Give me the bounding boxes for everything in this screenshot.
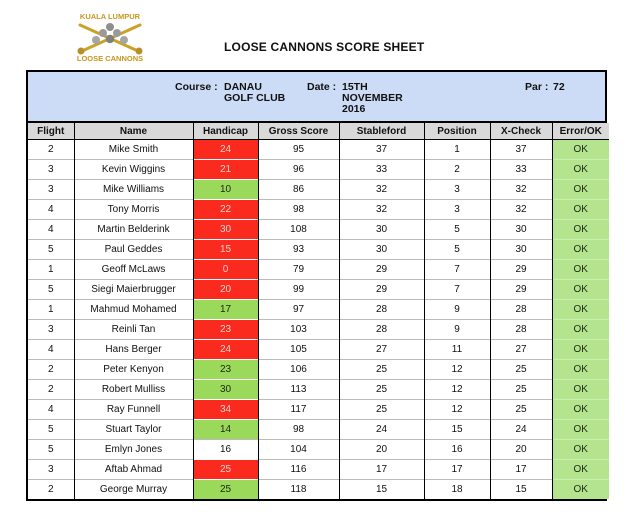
cell-flight: 4	[28, 200, 74, 220]
cell-flight: 5	[28, 240, 74, 260]
table-row	[28, 180, 609, 200]
date-value-line: NOVEMBER	[342, 92, 403, 104]
cell-stableford: 15	[339, 480, 424, 500]
cell-stableford: 32	[339, 180, 424, 200]
table-row	[28, 280, 609, 300]
cell-status: OK	[552, 320, 609, 340]
cell-stableford: 25	[339, 400, 424, 420]
cell-handicap: 16	[193, 440, 258, 460]
cell-status: OK	[552, 300, 609, 320]
cell-stableford: 29	[339, 260, 424, 280]
cell-handicap: 17	[193, 300, 258, 320]
cell-status: OK	[552, 420, 609, 440]
cell-flight: 3	[28, 180, 74, 200]
cell-status: OK	[552, 460, 609, 480]
table-row	[28, 140, 609, 160]
cell-name: Hans Berger	[74, 340, 193, 360]
cell-name: Robert Mulliss	[74, 380, 193, 400]
cell-x-check: 33	[490, 160, 552, 180]
logo-top-text: KUALA LUMPUR	[79, 12, 141, 21]
cell-handicap: 25	[193, 480, 258, 500]
cell-gross-score: 105	[258, 340, 339, 360]
logo-bottom-text: LOOSE CANNONS	[76, 54, 144, 63]
cell-position: 15	[424, 420, 490, 440]
cell-gross-score: 95	[258, 140, 339, 160]
cell-stableford: 29	[339, 280, 424, 300]
cell-flight: 5	[28, 280, 74, 300]
cell-name: Aftab Ahmad	[74, 460, 193, 480]
cell-position: 12	[424, 360, 490, 380]
score-sheet	[26, 70, 607, 501]
par-label: Par :	[525, 81, 549, 93]
cell-handicap: 0	[193, 260, 258, 280]
table-row	[28, 380, 609, 400]
cell-status: OK	[552, 400, 609, 420]
cell-name: Peter Kenyon	[74, 360, 193, 380]
cell-flight: 4	[28, 220, 74, 240]
cell-flight: 5	[28, 440, 74, 460]
cell-gross-score: 99	[258, 280, 339, 300]
cell-gross-score: 93	[258, 240, 339, 260]
cell-handicap: 14	[193, 420, 258, 440]
cell-flight: 2	[28, 380, 74, 400]
cell-handicap: 10	[193, 180, 258, 200]
col-header-handicap: Handicap	[193, 123, 258, 140]
table-row	[28, 320, 609, 340]
col-header-gross-score: Gross Score	[258, 123, 339, 140]
cell-name: Ray Funnell	[74, 400, 193, 420]
col-header-x-check: X-Check	[490, 123, 552, 140]
cell-gross-score: 118	[258, 480, 339, 500]
cell-x-check: 32	[490, 180, 552, 200]
cell-x-check: 15	[490, 480, 552, 500]
cell-status: OK	[552, 340, 609, 360]
cell-handicap: 20	[193, 280, 258, 300]
cell-gross-score: 98	[258, 200, 339, 220]
cell-flight: 2	[28, 480, 74, 500]
cell-handicap: 25	[193, 460, 258, 480]
cell-flight: 3	[28, 160, 74, 180]
cell-name: Reinli Tan	[74, 320, 193, 340]
cell-position: 7	[424, 280, 490, 300]
cell-status: OK	[552, 260, 609, 280]
cell-position: 18	[424, 480, 490, 500]
cell-status: OK	[552, 200, 609, 220]
cell-gross-score: 103	[258, 320, 339, 340]
cell-handicap: 24	[193, 140, 258, 160]
cell-position: 3	[424, 180, 490, 200]
cell-x-check: 27	[490, 340, 552, 360]
cell-status: OK	[552, 160, 609, 180]
cell-name: Martin Belderink	[74, 220, 193, 240]
cell-status: OK	[552, 360, 609, 380]
cell-name: Mike Smith	[74, 140, 193, 160]
cell-status: OK	[552, 240, 609, 260]
cell-position: 11	[424, 340, 490, 360]
cell-x-check: 20	[490, 440, 552, 460]
course-value	[224, 82, 285, 104]
cell-position: 2	[424, 160, 490, 180]
cell-gross-score: 106	[258, 360, 339, 380]
cell-position: 1	[424, 140, 490, 160]
header-row	[28, 123, 609, 140]
cell-x-check: 17	[490, 460, 552, 480]
score-rows	[28, 140, 609, 500]
cell-x-check: 25	[490, 380, 552, 400]
par-value: 72	[553, 81, 565, 93]
table-row	[28, 440, 609, 460]
cell-position: 12	[424, 400, 490, 420]
cell-gross-score: 97	[258, 300, 339, 320]
cell-flight: 2	[28, 140, 74, 160]
table-row	[28, 200, 609, 220]
cell-name: Stuart Taylor	[74, 420, 193, 440]
cell-status: OK	[552, 140, 609, 160]
cell-name: Mike Williams	[74, 180, 193, 200]
cell-status: OK	[552, 380, 609, 400]
cell-stableford: 24	[339, 420, 424, 440]
cell-x-check: 28	[490, 300, 552, 320]
cell-status: OK	[552, 280, 609, 300]
col-header-status: Error/OK	[552, 123, 609, 140]
cell-x-check: 29	[490, 260, 552, 280]
table-row	[28, 160, 609, 180]
cell-status: OK	[552, 440, 609, 460]
col-header-position: Position	[424, 123, 490, 140]
cell-position: 9	[424, 320, 490, 340]
cell-handicap: 24	[193, 340, 258, 360]
cell-status: OK	[552, 480, 609, 500]
cell-gross-score: 79	[258, 260, 339, 280]
cell-gross-score: 104	[258, 440, 339, 460]
cell-handicap: 23	[193, 320, 258, 340]
cell-x-check: 24	[490, 420, 552, 440]
table-row	[28, 460, 609, 480]
cell-handicap: 34	[193, 400, 258, 420]
cell-status: OK	[552, 220, 609, 240]
cell-name: George Murray	[74, 480, 193, 500]
cell-handicap: 23	[193, 360, 258, 380]
table-row	[28, 420, 609, 440]
cell-flight: 4	[28, 340, 74, 360]
cell-stableford: 30	[339, 220, 424, 240]
cell-name: Siegi Maierbrugger	[74, 280, 193, 300]
cell-name: Kevin Wiggins	[74, 160, 193, 180]
cell-handicap: 15	[193, 240, 258, 260]
cell-position: 5	[424, 220, 490, 240]
cell-position: 17	[424, 460, 490, 480]
cell-name: Tony Morris	[74, 200, 193, 220]
cell-gross-score: 108	[258, 220, 339, 240]
cell-x-check: 32	[490, 200, 552, 220]
cell-stableford: 37	[339, 140, 424, 160]
table-row	[28, 220, 609, 240]
cell-x-check: 25	[490, 400, 552, 420]
cell-position: 9	[424, 300, 490, 320]
cell-stableford: 33	[339, 160, 424, 180]
cell-flight: 2	[28, 360, 74, 380]
cell-gross-score: 96	[258, 160, 339, 180]
page-title: LOOSE CANNONS SCORE SHEET	[224, 40, 425, 54]
cell-gross-score: 117	[258, 400, 339, 420]
cell-gross-score: 113	[258, 380, 339, 400]
cell-status: OK	[552, 180, 609, 200]
cell-handicap: 21	[193, 160, 258, 180]
table-row	[28, 240, 609, 260]
cell-gross-score: 116	[258, 460, 339, 480]
col-header-flight: Flight	[28, 123, 74, 140]
score-table	[28, 123, 609, 499]
cell-x-check: 37	[490, 140, 552, 160]
cell-handicap: 22	[193, 200, 258, 220]
cell-flight: 5	[28, 420, 74, 440]
cell-x-check: 25	[490, 360, 552, 380]
course-value-line: GOLF CLUB	[224, 92, 286, 104]
cell-stableford: 27	[339, 340, 424, 360]
cell-name: Mahmud Mohamed	[74, 300, 193, 320]
cell-stableford: 20	[339, 440, 424, 460]
table-row	[28, 300, 609, 320]
cell-name: Geoff McLaws	[74, 260, 193, 280]
date-value	[342, 82, 403, 115]
cell-name: Emlyn Jones	[74, 440, 193, 460]
cell-position: 5	[424, 240, 490, 260]
cell-gross-score: 98	[258, 420, 339, 440]
cell-position: 16	[424, 440, 490, 460]
cell-stableford: 30	[339, 240, 424, 260]
cell-handicap: 30	[193, 380, 258, 400]
table-row	[28, 480, 609, 500]
cell-stableford: 17	[339, 460, 424, 480]
course-info-panel	[28, 72, 605, 123]
cell-x-check: 30	[490, 240, 552, 260]
course-label: Course :	[175, 81, 218, 93]
date-value-line: 15TH	[342, 81, 368, 93]
table-row	[28, 400, 609, 420]
table-row	[28, 340, 609, 360]
cell-stableford: 28	[339, 320, 424, 340]
col-header-stableford: Stableford	[339, 123, 424, 140]
cell-x-check: 29	[490, 280, 552, 300]
cell-position: 12	[424, 380, 490, 400]
cell-flight: 4	[28, 400, 74, 420]
cell-name: Paul Geddes	[74, 240, 193, 260]
course-value-line: DANAU	[224, 81, 262, 93]
table-row	[28, 360, 609, 380]
cell-flight: 3	[28, 320, 74, 340]
cell-flight: 1	[28, 260, 74, 280]
cell-stableford: 25	[339, 380, 424, 400]
cell-flight: 3	[28, 460, 74, 480]
cell-position: 7	[424, 260, 490, 280]
cell-gross-score: 86	[258, 180, 339, 200]
cell-stableford: 28	[339, 300, 424, 320]
table-row	[28, 260, 609, 280]
cell-handicap: 30	[193, 220, 258, 240]
col-header-name: Name	[74, 123, 193, 140]
cell-position: 3	[424, 200, 490, 220]
cell-x-check: 28	[490, 320, 552, 340]
cell-flight: 1	[28, 300, 74, 320]
cell-stableford: 32	[339, 200, 424, 220]
cell-x-check: 30	[490, 220, 552, 240]
date-value-line: 2016	[342, 103, 366, 115]
date-label: Date :	[307, 81, 337, 93]
cell-stableford: 25	[339, 360, 424, 380]
crossed-cannons-logo	[68, 11, 152, 63]
club-logo	[68, 11, 152, 63]
